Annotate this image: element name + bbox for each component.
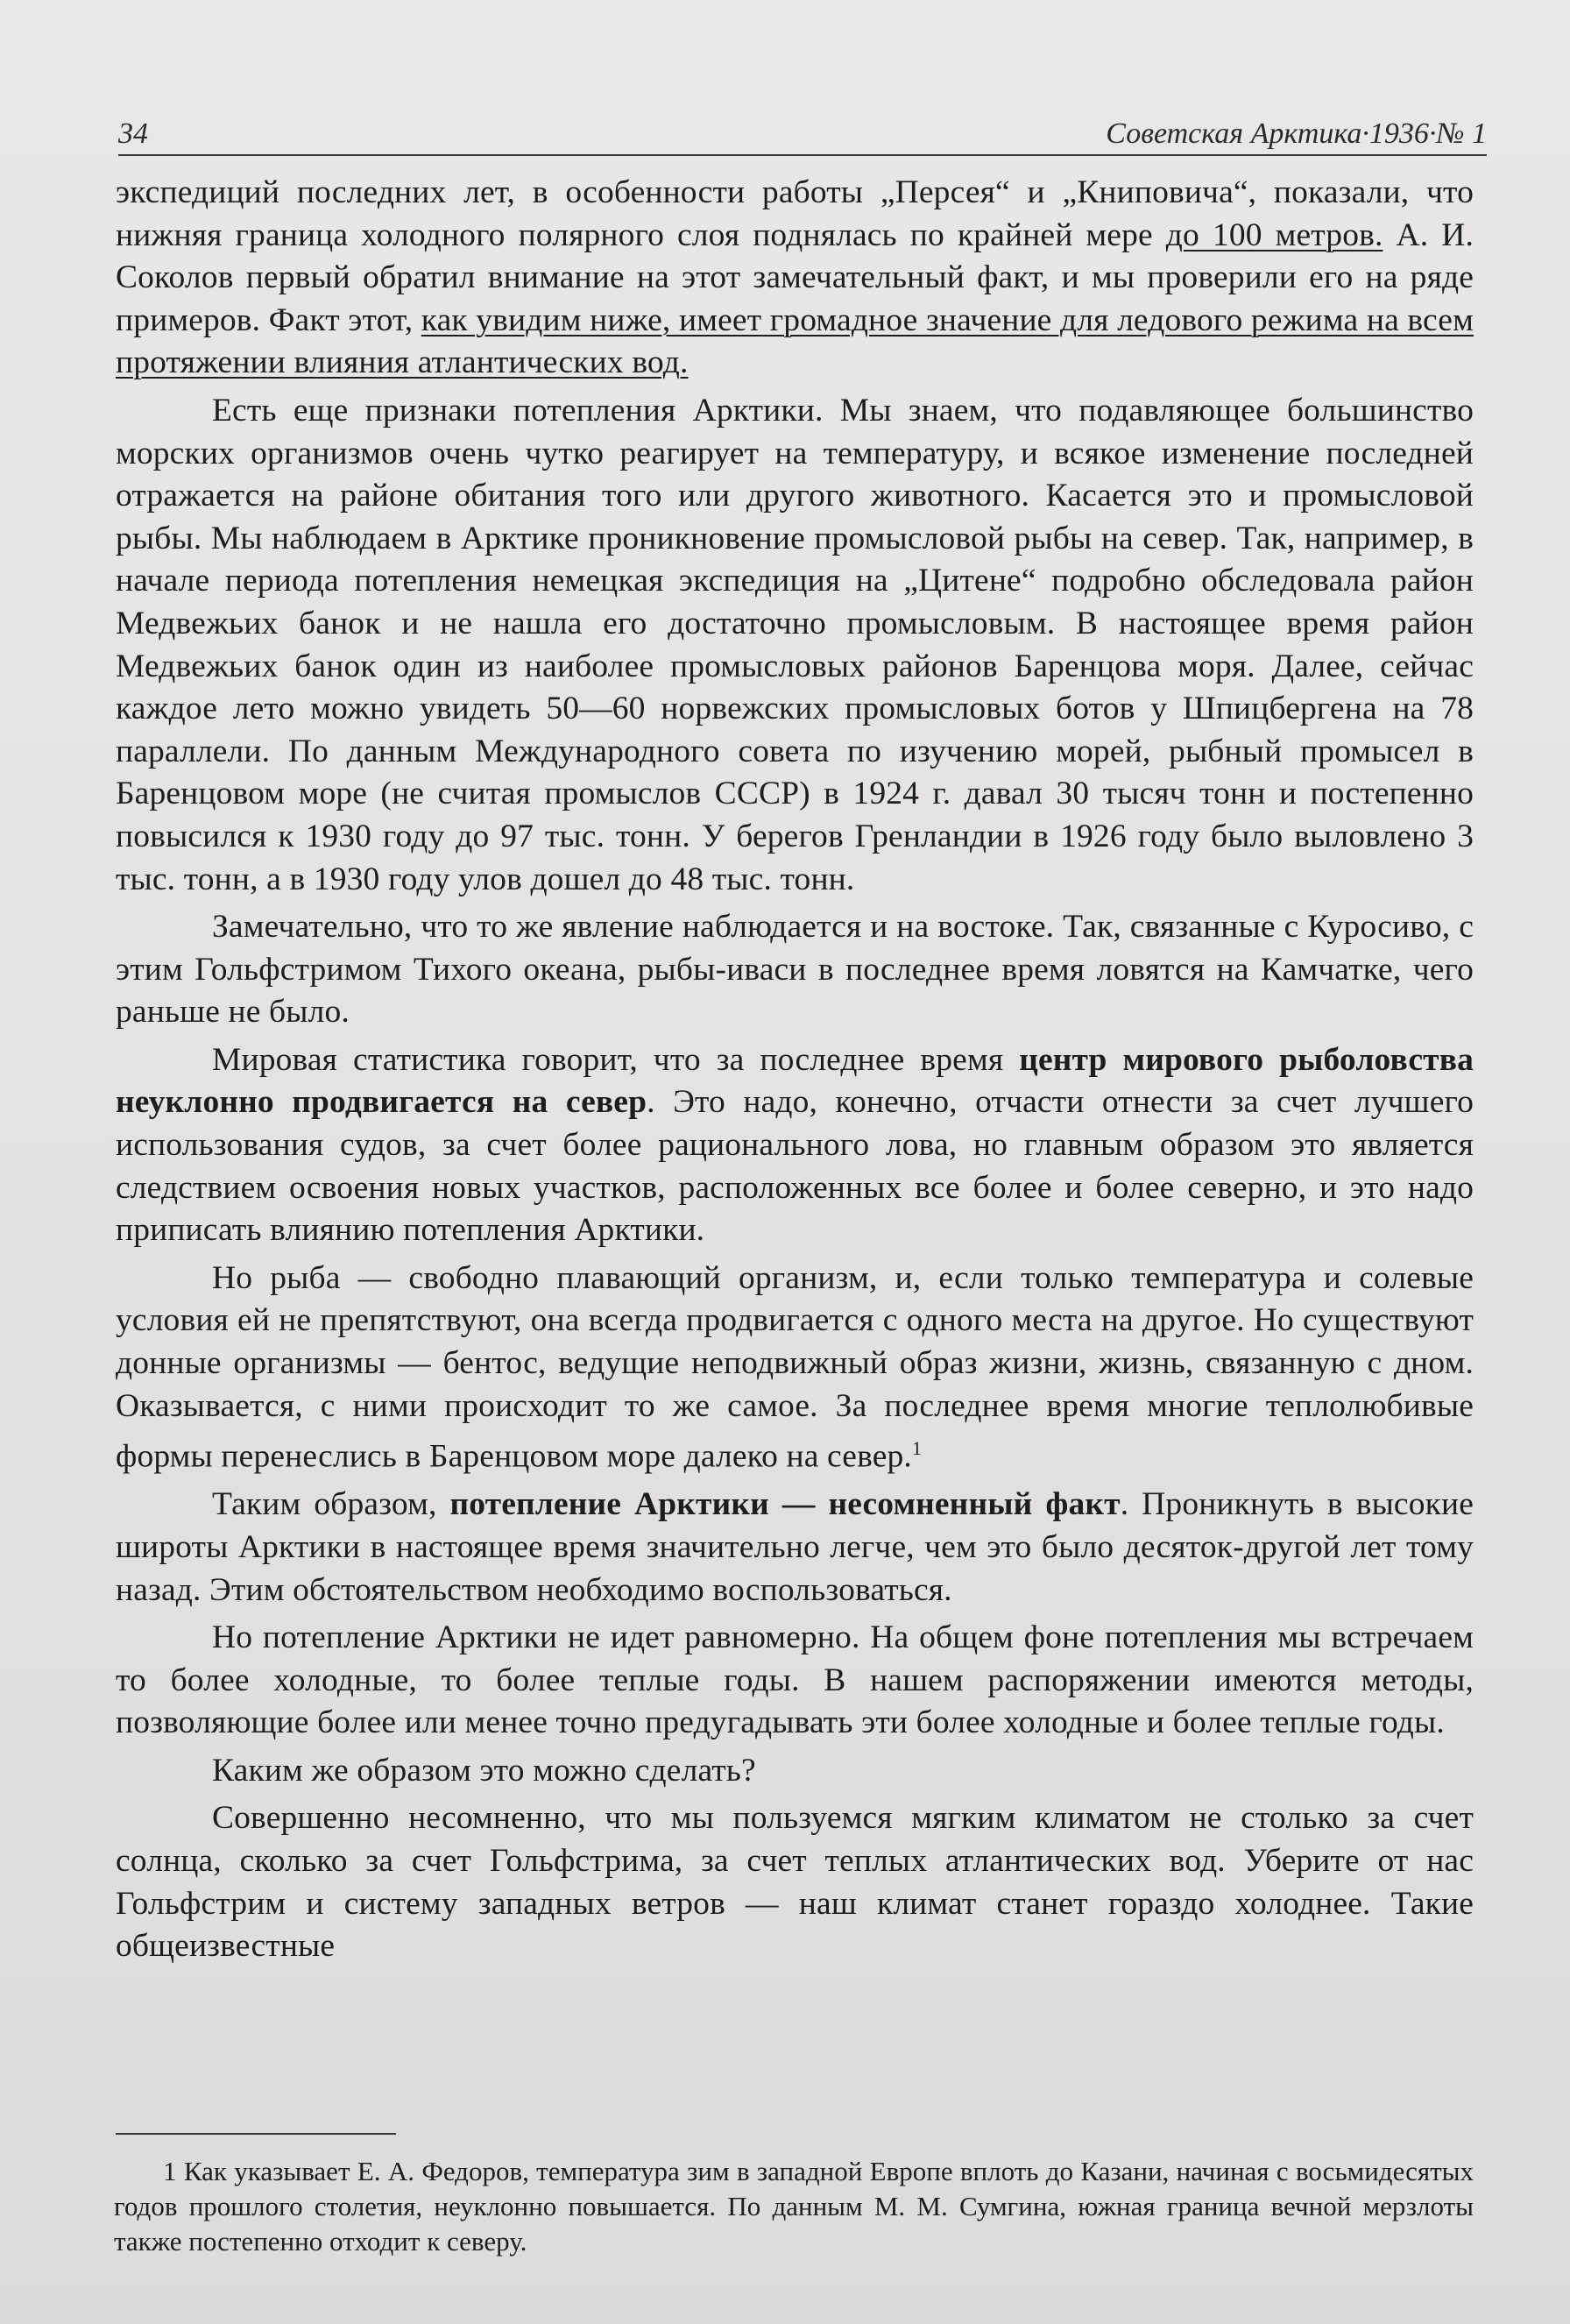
underlined-phrase: как увидим ниже, имеет громадное значение для ледового режима на всем протяжении влияния атлантических вод. (116, 301, 1474, 381)
footnote-text: Как указывает Е. А. Федоров, температура зим в западной Европе вплоть до Казани, начиная с восьмидесятых годов прошлого столетия, неуклонно повышается. По данным М. М. Сумгина, южная граница вечной мерзлоты также постепенно отходит к северу. (114, 2156, 1474, 2257)
paragraph-8: Каким же образом это можно сделать? (212, 1752, 756, 1789)
paragraph-5: Но рыба — свободно плавающий организм, и, если только температура и солевые условия ей не препятствуют, она всегда продвигается с одного места на другое. Но существуют донные организмы — бентос, ведущие неподвижный образ жизни, жизнь, связанную с дном. Оказывается, с ними происходит то же самое. За последнее время многие теплолюбивые формы перенеслись в Баренцовом море далеко на север.$^1$ (116, 1259, 1474, 1475)
footnote-divider (116, 2133, 396, 2135)
bold-phrase: потепление Арктики — несомненный факт (449, 1486, 1121, 1523)
journal-title: Советская Арктика·1936·№ 1 (1106, 117, 1487, 150)
article-body (116, 172, 1474, 1973)
running-head (118, 98, 1487, 156)
paragraph-1: экспедиций последних лет, в особенности работы „Персея“ и „Книповича“, показали, что нижняя граница холодного полярного слоя поднялась по крайней мере до 100 метров. А. И. Соколов первый обратил внимание на этот замечательный факт, и мы проверили его на ряде примеров. Факт этот, как увидим ниже, имеет громадное значение для ледового режима на всем протяжении влияния атлантических вод. (116, 174, 1474, 381)
paragraph-2: Есть еще признаки потепления Арктики. Мы знаем, что подавляющее большинство морских организмов очень чутко реагирует на температуру, и всякое изменение последней отражается на районе обитания того или другого животного. Касается это и промысловой рыбы. Мы наблюдаем в Арктике проникновение промысловой рыбы на север. Так, например, в начале периода потепления немецкая экспедиция на „Цитене“ подробно обследовала район Медвежьих банок и не нашла его достаточно промысловым. В настоящее время район Медвежьих банок один из наиболее промысловых районов Баренцова моря. Далее, сейчас каждое лето можно увидеть 50—60 норвежских промысловых ботов у Шпицбергена на 78 параллели. По данным Международного совета по изучению морей, рыбный промысел в Баренцовом море (не считая промыслов СССР) в 1924 г. давал 30 тысяч тонн и постепенно повысился к 1930 году до 97 тыс. тонн. У берегов Гренландии в 1926 году было выловлено 3 тыс. тонн, а в 1930 году улов дошел до 48 тыс. тонн. (116, 392, 1474, 897)
bold-phrase: центр мирового рыболовства неуклонно продвигается на север (116, 1041, 1475, 1121)
footnote-mark: 1 (163, 2156, 177, 2186)
paragraph-9: Совершенно несомненно, что мы пользуемся мягким климатом не столько за счет солнца, сколько за счет Гольфстрима, за счет теплых атлантических вод. Уберите от нас Гольфстрим и систему западных ветров — наш климат станет гораздо холоднее. Такие общеизвестные (116, 1800, 1474, 1965)
paragraph-3: Замечательно, что то же явление наблюдается и на востоке. Так, связанные с Куросиво, с этим Гольфстримом Тихого океана, рыбы-иваси в последнее время ловятся на Камчатке, чего раньше не было. (116, 909, 1474, 1031)
underlined-phrase: до 100 метров. (1165, 216, 1383, 253)
page-number: 34 (118, 117, 148, 150)
footnote-reference: 1 (911, 1437, 923, 1460)
paragraph-6: Таким образом, потепление Арктики — несомненный факт. Проникнуть в высокие широты Арктики в настоящее время значительно легче, чем это было десяток-другой лет тому назад. Этим обстоятельством необходимо воспользоваться. (116, 1486, 1474, 1608)
paragraph-7: Но потепление Арктики не идет равномерно. На общем фоне потепления мы встречаем то более холодные, то более теплые годы. В нашем распоряжении имеются методы, позволяющие более или менее точно предугадывать эти более холодные и более теплые годы. (116, 1619, 1474, 1741)
footnote (114, 2154, 1474, 2259)
paragraph-4: Мировая статистика говорит, что за последнее время центр мирового рыболовства неуклонно продвигается на север. Это надо, конечно, отчасти отнести за счет лучшего использования судов, за счет более рационального лова, но главным образом это является следствием освоения новых участков, расположенных все более и более северно, и это надо приписать влиянию потепления Арктики. (116, 1041, 1475, 1249)
